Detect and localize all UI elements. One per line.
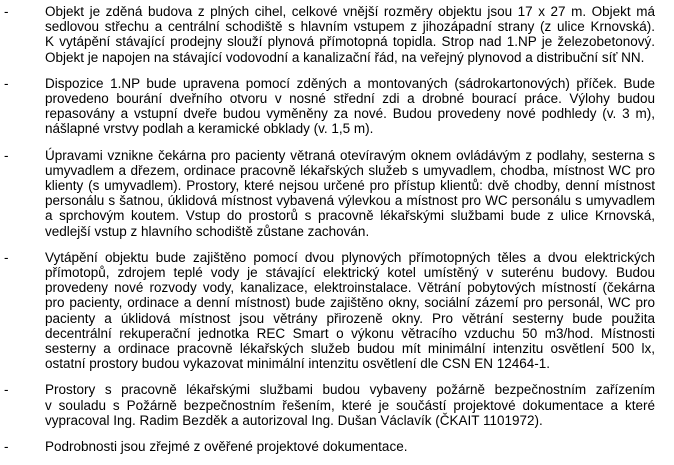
paragraph-line: pacienty a úklidová místnost jsou větrány přirozeně okny. Pro větrání sesterny bude použita (45, 310, 655, 326)
paragraph-line: Vytápění objektu bude zajištěno pomocí dvou plynových přímotopných těles a dvou elektrických (45, 249, 655, 265)
paragraph-line: a sprchovým koutem. Vstup do prostorů s pracovně lékařskými službami bude z ulice Krnovská, (45, 208, 655, 224)
paragraph-line: K vytápění stávající prodejny slouží plynová přímotopná topidla. Strop nad 1.NP je železobetonový. (45, 34, 655, 50)
bullet: - (4, 75, 9, 91)
paragraph-line: sedlovou střechu a centrální schodiště s hlavním vstupem z jihozápadní strany (z ulice Krnovská). (45, 19, 655, 35)
paragraph-line: personálu s šatnou, úklidová místnost vybavená výlevkou a místnost pro WC personálu s umyvadlem (45, 193, 655, 209)
paragraph-line: ostatní prostory budou vykazovat minimální intenzitu osvětlení dle CSN EN 12464-1. (45, 356, 551, 372)
list-item (0, 148, 674, 239)
list-item (0, 382, 674, 428)
paragraph-line: vypracoval Ing. Radim Bezděk a autorizoval Ing. Dušan Václavík (ČKAIT 1101972). (45, 412, 543, 428)
paragraph-line: umyvadlem a dřezem, ordinace pracovně lékařských služeb s umyvadlem, chodba, místnost WC pro (45, 162, 655, 178)
paragraph-line: Úpravami vznikne čekárna pro pacienty větraná otevíravým oknem ovládávým z podlahy, sesterna s (45, 147, 655, 163)
bullet: - (4, 249, 9, 265)
paragraph-line: Objekt je zděná budova z plných cihel, celkové vnější rozměry objektu jsou 17 x 27 m. Objekt má (45, 4, 655, 19)
paragraph-line: klienty (s umyvadlem). Prostory, které nejsou určené pro přístup klientů: dvě chodby, denní místnost (45, 178, 655, 194)
list-item (0, 439, 674, 454)
list-item (0, 250, 674, 372)
paragraph-line: decentrální rekuperační jednotka REC Smart o výkonu větracího vzduchu 50 m3/hod. Místnosti (45, 325, 655, 341)
paragraph-line: provedeno bourání dveřního otvoru v nosné střední zdi a drobné bourací práce. Výlohy budou (45, 91, 655, 107)
document-body (0, 4, 674, 465)
paragraph-line: přímotopů, zdrojem teplé vody je stávající elektrický kotel umístěný v suterénu budovy. Budou (45, 265, 655, 281)
list-item (0, 4, 674, 65)
bullet: - (4, 4, 9, 19)
bullet: - (4, 147, 9, 163)
paragraph-line: provedeny nové rozvody vody, kanalizace, elektroinstalace. Větrání pobytových místností (čekárna (45, 280, 655, 296)
paragraph-line: Prostory s pracovně lékařskými službami budou vybaveny požárně bezpečnostním zařízením (45, 382, 655, 398)
list-item (0, 76, 674, 137)
paragraph-line: Dispozice 1.NP bude upravena pomocí zděných a montovaných (sádrokartonových) příček. Bude (45, 75, 655, 91)
paragraph-line: nášlapné vrstvy podlah a keramické obklady (v. 1,5 m). (45, 121, 374, 137)
bullet: - (4, 382, 9, 398)
paragraph-line: sesterny a ordinace pracovně lékařských služeb budou mít minimální intenzitu osvětlení 500 lx, (45, 341, 655, 357)
bullet: - (4, 439, 9, 455)
paragraph-line: repasovány a vstupní dveře budou vyměněny za nové. Budou provedeny nové podhledy (v. 3 m), (45, 106, 655, 122)
paragraph-line: v souladu s Požárně bezpečnostním řešením, které je součástí projektové dokumentace a které (45, 397, 655, 413)
paragraph-line: Objekt je napojen na stávající vodovodní a kanalizační řád, na veřejný plynovod a distribuční síť NN. (45, 49, 645, 65)
paragraph-line: vedlejší vstup z hlavního schodiště zůstane zachován. (45, 223, 370, 239)
paragraph-line: pro pacienty, ordinace a denní místnost) bude zajištěno okny, sociální zázemí pro personál, WC pro (45, 295, 655, 311)
paragraph-line: Podrobnosti jsou zřejmé z ověřené projektové dokumentace. (45, 439, 408, 455)
